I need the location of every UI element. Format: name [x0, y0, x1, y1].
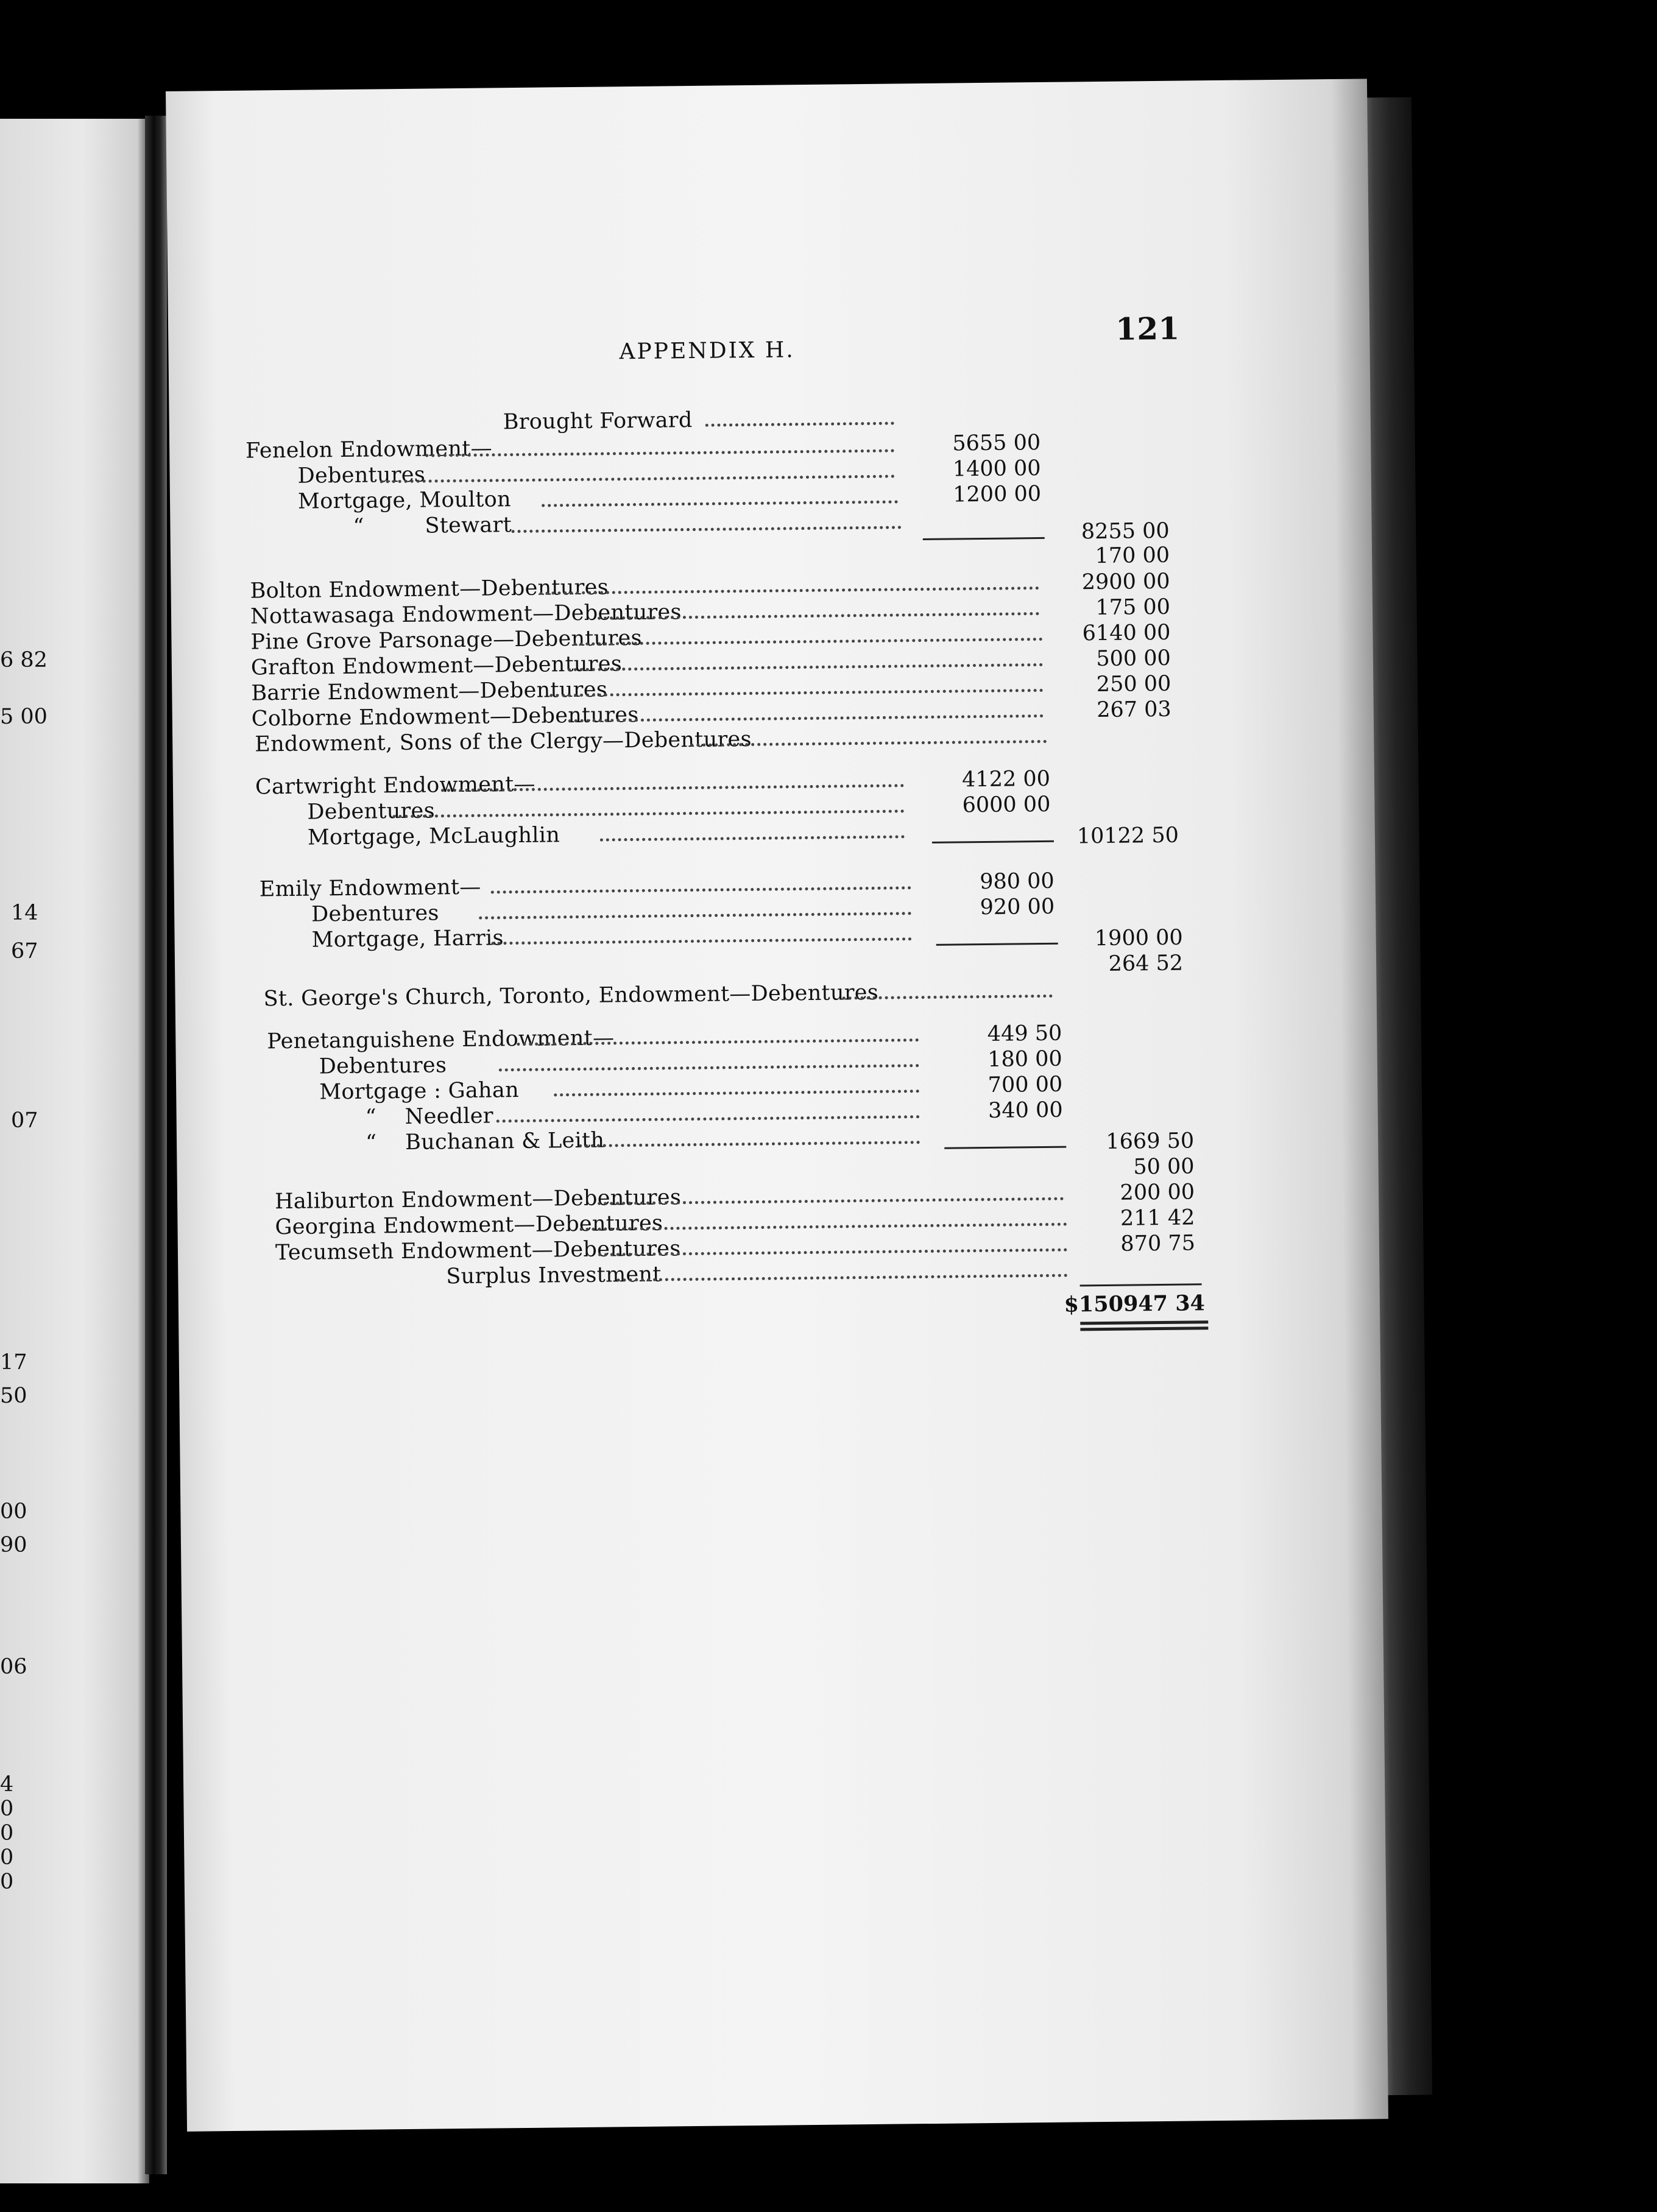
entry-cartwright-sub: Mortgage, McLaughlin: [307, 823, 560, 850]
ditto-mark: “: [353, 514, 364, 539]
leader-dots: [479, 912, 911, 919]
margin-fragment: 06: [0, 1655, 27, 1679]
leader-dots: [542, 500, 898, 507]
amount: 264 52: [1108, 951, 1184, 976]
subtotal-rule: [932, 840, 1054, 844]
amount-total: 1900 00: [1094, 925, 1183, 951]
amount-total: 8255 00: [1081, 518, 1170, 544]
amount: 340 00: [987, 1097, 1063, 1123]
leader-dots: [600, 835, 905, 841]
ditto-mark: “: [365, 1105, 377, 1130]
entry-nottawasaga-label: Nottawasaga Endowment—Debentures: [250, 600, 682, 629]
leader-dots: [574, 638, 1043, 646]
amount: 170 00: [1095, 543, 1170, 569]
amount: 920 00: [980, 894, 1055, 920]
subtotal-rule: [923, 537, 1045, 540]
amount: 700 00: [987, 1072, 1063, 1097]
entry-sons-clergy-label: Endowment, Sons of the Clergy—Debentures: [255, 727, 752, 757]
amount-total: 1669 50: [1106, 1129, 1195, 1154]
leader-dots: [491, 886, 911, 893]
margin-fragment: 6 82: [0, 648, 48, 672]
amount: 500 00: [1096, 646, 1171, 672]
page-number: 121: [1115, 310, 1180, 347]
leader-dots: [492, 937, 912, 945]
margin-fragment: 0: [0, 1870, 14, 1894]
leader-dots: [496, 1115, 920, 1122]
entry-penetanguishene-sub: Debentures: [319, 1053, 447, 1079]
amount-total: 10122 50: [1076, 823, 1179, 849]
entry-surplus-label: Surplus Investment: [446, 1262, 662, 1289]
amount: 175 00: [1095, 594, 1171, 621]
entry-penetanguishene-sub: Buchanan & Leith: [405, 1128, 605, 1155]
entry-georgina-label: Georgina Endowment—Debentures: [275, 1211, 663, 1240]
leader-dots: [512, 526, 902, 533]
entry-cartwright-label: Cartwright Endowment—: [255, 772, 535, 800]
amount: 211 42: [1120, 1205, 1195, 1231]
entry-pine-grove-label: Pine Grove Parsonage—Debentures: [250, 625, 643, 655]
amount: 5655 00: [952, 430, 1041, 456]
leader-dots: [540, 586, 1039, 595]
subtotal-rule: [936, 943, 1058, 946]
amount: 2900 00: [1081, 569, 1170, 595]
entry-bolton-label: Bolton Endowment—Debentures: [250, 575, 609, 604]
entry-grafton-label: Grafton Endowment—Debentures: [250, 652, 623, 680]
brought-forward-label: Brought Forward: [503, 407, 693, 435]
entry-emily-label: Emily Endowment—: [259, 875, 481, 902]
document-page: [166, 79, 1388, 2131]
entry-cartwright-sub: Debentures: [307, 798, 436, 825]
leader-dots: [705, 422, 894, 427]
entry-penetanguishene-sub: Mortgage : Gahan: [319, 1078, 520, 1105]
entry-haliburton-label: Haliburton Endowment—Debentures: [274, 1185, 682, 1214]
margin-fragment: 67: [11, 939, 38, 963]
leader-dots: [579, 1141, 920, 1147]
amount: 1200 00: [953, 481, 1042, 507]
entry-emily-sub: Debentures: [311, 901, 439, 927]
margin-fragment: 00: [0, 1499, 27, 1524]
subtotal-rule: [944, 1146, 1066, 1149]
entry-st-george-label: St. George's Church, Toronto, Endowment—Debentures: [263, 980, 879, 1012]
leader-dots: [392, 809, 904, 818]
amount: 180 00: [987, 1046, 1062, 1072]
margin-fragment: 5 00: [0, 705, 48, 729]
amount: 980 00: [979, 868, 1055, 895]
margin-fragment: 0: [0, 1821, 14, 1845]
leader-dots: [568, 714, 1044, 722]
entry-fenelon-sub: Stewart: [425, 513, 512, 538]
entry-emily-sub: Mortgage, Harris: [311, 926, 504, 953]
entry-colborne-label: Colborne Endowment—Debentures: [251, 702, 639, 731]
double-rule: [1080, 1326, 1208, 1331]
amount: 4122 00: [961, 766, 1051, 792]
leader-dots: [380, 475, 895, 484]
entry-penetanguishene-sub: Needler: [405, 1104, 494, 1129]
margin-fragment: 50: [0, 1384, 27, 1408]
amount: 6000 00: [962, 792, 1051, 818]
amount: 250 00: [1096, 671, 1171, 697]
entry-fenelon-sub: Debentures: [297, 462, 426, 488]
entry-fenelon-label: Fenelon Endowment—: [245, 436, 493, 463]
amount: 267 03: [1097, 697, 1171, 723]
margin-fragment: 90: [0, 1533, 27, 1557]
amount: 6140 00: [1082, 620, 1171, 646]
leader-dots: [568, 663, 1043, 671]
margin-fragment: 14: [11, 901, 38, 925]
amount: 50 00: [1133, 1154, 1195, 1180]
grand-total: $150947 34: [1064, 1291, 1206, 1317]
leader-dots: [499, 1064, 919, 1071]
leader-dots: [549, 689, 1043, 697]
margin-fragment: 0: [0, 1797, 14, 1821]
entry-tecumseth-label: Tecumseth Endowment—Debentures: [275, 1236, 681, 1266]
amount: 449 50: [987, 1021, 1062, 1046]
double-rule: [1080, 1320, 1208, 1325]
leader-dots: [425, 449, 894, 457]
margin-fragment: 4: [0, 1772, 14, 1797]
amount: 870 75: [1120, 1231, 1196, 1256]
leader-dots: [617, 1274, 1067, 1282]
ditto-mark: “: [365, 1130, 377, 1155]
leader-dots: [554, 1090, 919, 1096]
amount: 1400 00: [952, 456, 1041, 482]
margin-fragment: 0: [0, 1845, 14, 1870]
entry-penetanguishene-label: Penetanguishene Endowment—: [267, 1026, 615, 1054]
margin-fragment: 07: [11, 1108, 38, 1133]
book-gutter: [145, 116, 167, 2174]
margin-fragment: 17: [0, 1350, 27, 1375]
page-header-title: APPENDIX H.: [619, 337, 795, 365]
amount: 200 00: [1120, 1180, 1195, 1205]
previous-page-edge: [0, 119, 149, 2183]
entry-barrie-label: Barrie Endowment—Debentures: [251, 677, 608, 706]
total-rule: [1080, 1283, 1202, 1286]
entry-fenelon-sub: Mortgage, Moulton: [297, 487, 512, 514]
